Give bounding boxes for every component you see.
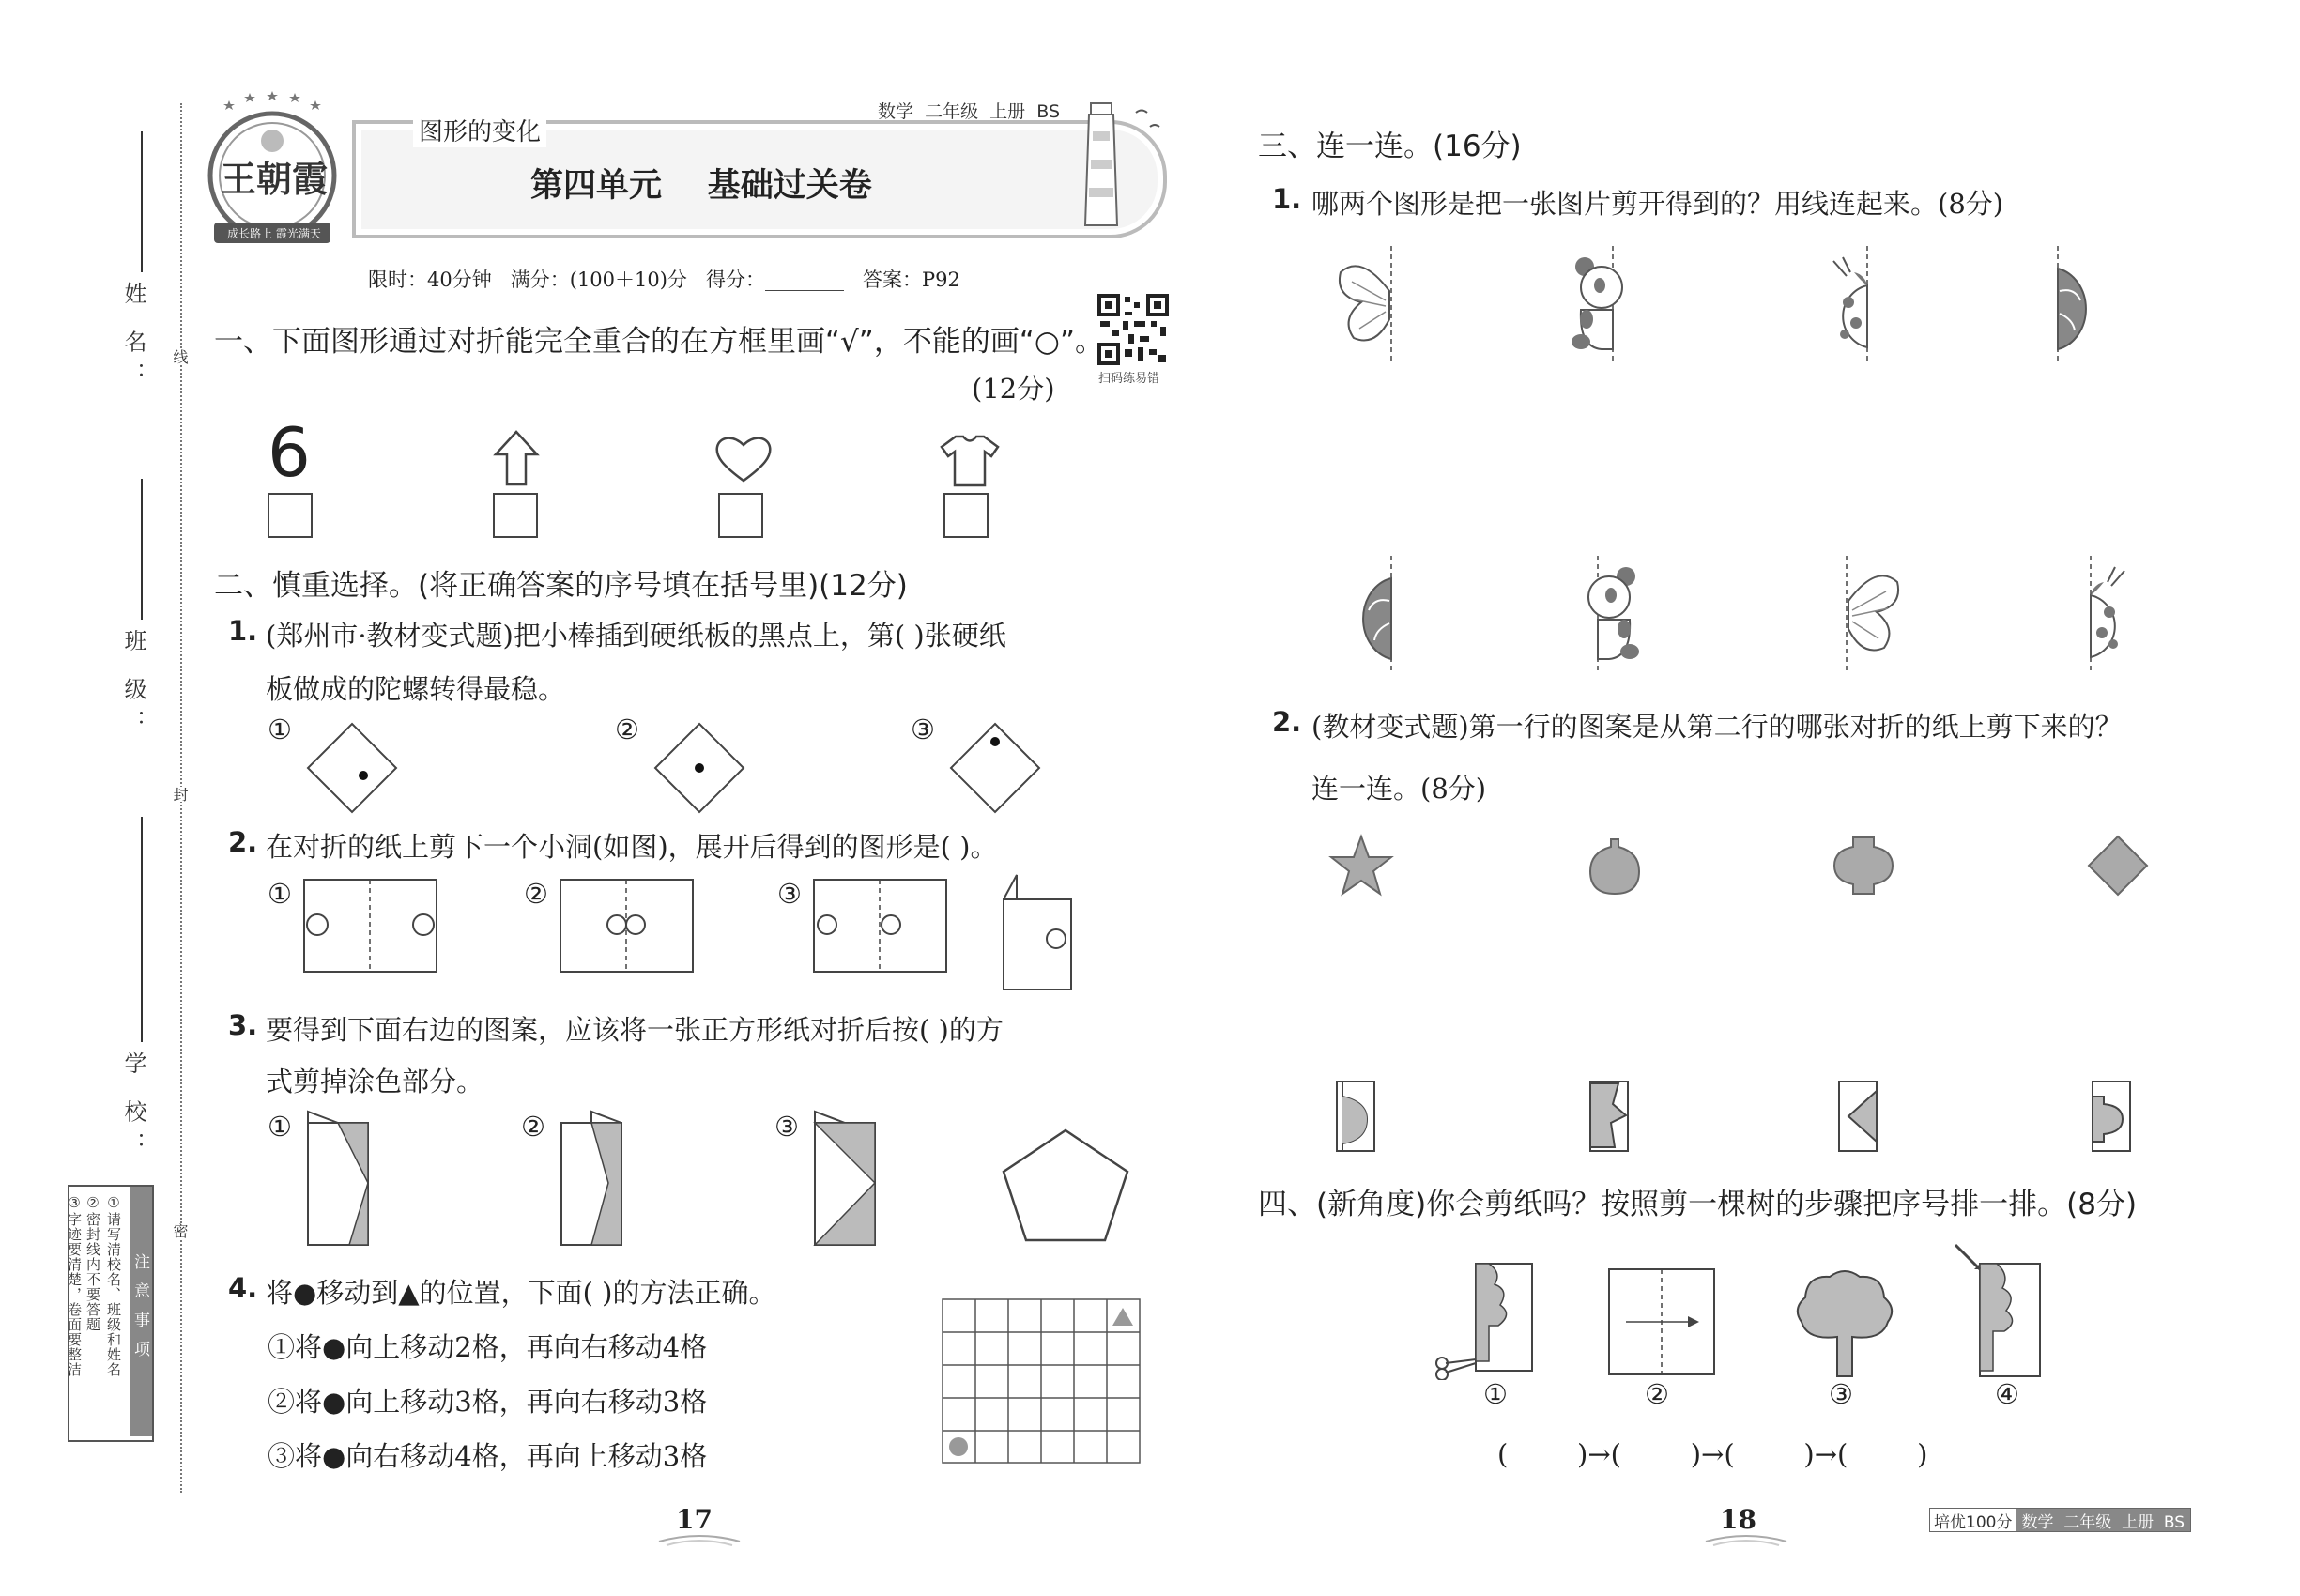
q1-number: 1. xyxy=(228,615,258,647)
q1-option-label-1: ① xyxy=(268,714,292,745)
q3-fold-option-1[interactable] xyxy=(300,1108,376,1249)
answer-box-2[interactable] xyxy=(493,493,538,538)
r1-number: 1. xyxy=(1272,183,1302,215)
folded-paper-lantern[interactable] xyxy=(2089,1078,2136,1155)
q2-paper-option-3[interactable] xyxy=(812,878,948,974)
circle-dot-icon xyxy=(949,1437,968,1456)
q3-text-line1: 要得到下面右边的图案，应该将一张正方形纸对折后按( )的方 xyxy=(266,1014,1004,1046)
panda-right-half[interactable] xyxy=(1587,554,1662,676)
section-1-score: (12分) xyxy=(972,373,1055,405)
folded-paper-round[interactable] xyxy=(1333,1078,1380,1155)
name-label: 姓 名： xyxy=(120,282,146,394)
footer-badge-info: 数学 二年级 上册 BS xyxy=(2016,1509,2190,1531)
class-label: 班 级： xyxy=(120,629,146,742)
q3-fold-option-2[interactable] xyxy=(554,1108,629,1249)
name-underline xyxy=(141,131,143,272)
section-1-title: 一、下面图形通过对折能完全重合的在方框里画“√”，不能的画“○”。 xyxy=(214,325,1105,359)
topic-label: 图形的变化 xyxy=(413,113,546,147)
page-ornament-left xyxy=(657,1530,742,1549)
page-number-18: 18 xyxy=(1720,1504,1756,1535)
q4-option-3[interactable]: ③将●向右移动4格，再向上移动3格 xyxy=(268,1440,708,1472)
q2-option-label-1: ① xyxy=(268,878,292,910)
answer-box-4[interactable] xyxy=(943,493,989,538)
tree-step-unfold-icon[interactable] xyxy=(1788,1266,1901,1378)
q3-number: 3. xyxy=(228,1009,258,1041)
brand-name: 王朝霞 xyxy=(221,158,329,200)
ladybug-left-half[interactable] xyxy=(1807,244,1882,366)
q2-number: 2. xyxy=(228,826,258,858)
step-label-2: ② xyxy=(1645,1378,1669,1410)
r2-text-line1: (教材变式题)第一行的图案是从第二行的哪张对折的纸上剪下来的？ xyxy=(1311,711,2123,743)
cut-mark-1: 线 xyxy=(171,349,189,364)
footer-badge-label: 培优100分 xyxy=(1930,1509,2016,1531)
q2-paper-option-2[interactable] xyxy=(559,878,695,974)
qr-caption: 扫码练易错 xyxy=(1098,372,1160,386)
digit-six: 6 xyxy=(268,413,311,492)
r2-number: 2. xyxy=(1272,706,1302,738)
exam-info: 限时：40分钟 满分：(100＋10)分 得分：________ 答案：P92 xyxy=(368,269,960,291)
page-ornament-right xyxy=(1704,1530,1788,1549)
q4-option-1[interactable]: ①将●向上移动2格，再向右移动4格 xyxy=(268,1331,708,1363)
notice-item-2: ②密封线内不要答题 xyxy=(84,1194,101,1332)
q1-option-label-3: ③ xyxy=(911,714,935,745)
round-pot-pattern-icon[interactable] xyxy=(1587,834,1643,898)
answer-box-3[interactable] xyxy=(718,493,763,538)
step-label-4: ④ xyxy=(1995,1378,2019,1410)
heart-shape-icon xyxy=(713,432,774,484)
step-label-1: ① xyxy=(1483,1378,1508,1410)
notice-title: 注意事项 xyxy=(130,1187,152,1436)
q2-paper-option-1[interactable] xyxy=(302,878,438,974)
subject-line: 数学 二年级 上册 BS xyxy=(878,101,1060,122)
folded-paper-star[interactable] xyxy=(1587,1078,1633,1155)
tree-step-draw-icon[interactable] xyxy=(1948,1241,2051,1378)
r2-text-line2: 连一连。(8分) xyxy=(1311,773,1487,805)
q2-folded-paper-example xyxy=(1000,871,1075,993)
q1-diamond-1[interactable] xyxy=(305,721,399,815)
q2-option-label-3: ③ xyxy=(777,878,802,910)
diamond-pattern-icon[interactable] xyxy=(2086,834,2150,898)
shirt-shape-icon xyxy=(939,434,1001,488)
q1-text-line2: 板做成的陀螺转得最稳。 xyxy=(266,673,566,705)
tree-step-cut-icon[interactable] xyxy=(1427,1258,1540,1380)
section-3-title: 三、连一连。(16分) xyxy=(1258,130,1522,163)
q4-number: 4. xyxy=(228,1272,258,1304)
section-4-title: 四、(新角度)你会剪纸吗？按照剪一棵树的步骤把序号排一排。(8分) xyxy=(1258,1188,2138,1221)
tree-step-fold-icon[interactable] xyxy=(1605,1266,1718,1378)
step-label-3: ③ xyxy=(1829,1378,1853,1410)
butterfly-right-half[interactable] xyxy=(1835,554,1910,676)
arrow-shape-icon xyxy=(493,430,540,486)
panda-left-half[interactable] xyxy=(1558,244,1633,366)
q3-fold-option-3[interactable] xyxy=(807,1108,882,1249)
q1-diamond-2[interactable] xyxy=(652,721,746,815)
butterfly-left-half[interactable] xyxy=(1333,244,1408,366)
lighthouse-icon xyxy=(1070,94,1173,230)
lantern-pattern-icon[interactable] xyxy=(1831,834,1896,898)
answer-box-1[interactable] xyxy=(268,493,313,538)
q4-grid xyxy=(942,1298,1141,1464)
ladybug-right-half[interactable] xyxy=(2079,554,2154,676)
q3-pentagon-target xyxy=(1000,1127,1131,1244)
footer-badge xyxy=(1929,1508,2191,1532)
r1-text: 哪两个图形是把一张图片剪开得到的？用线连起来。(8分) xyxy=(1311,188,2004,220)
section-2-title: 二、慎重选择。(将正确答案的序号填在括号里)(12分) xyxy=(214,569,908,603)
q3-option-label-2: ② xyxy=(521,1111,545,1143)
triangle-icon xyxy=(1112,1308,1133,1326)
notice-item-1: ①请写清校名、班级和姓名 xyxy=(105,1194,122,1377)
q1-diamond-3[interactable] xyxy=(948,721,1042,815)
notice-item-3: ③字迹要清楚，卷面要整洁 xyxy=(66,1194,83,1377)
q2-text-line1: 在对折的纸上剪下一个小洞(如图)，展开后得到的图形是( )。 xyxy=(266,831,998,863)
folded-paper-diamond[interactable] xyxy=(1835,1078,1882,1155)
page-number-17: 17 xyxy=(676,1504,713,1535)
q3-text-line2: 式剪掉涂色部分。 xyxy=(266,1066,484,1097)
school-underline xyxy=(141,817,143,1042)
q3-option-label-3: ③ xyxy=(774,1111,799,1143)
q4-text-line1: 将●移动到▲的位置，下面( )的方法正确。 xyxy=(266,1277,776,1309)
q1-text-line1: (郑州市·教材变式题)把小棒插到硬纸板的黑点上，第( )张硬纸 xyxy=(266,620,1006,652)
q1-option-label-2: ② xyxy=(615,714,639,745)
mask-left-half[interactable] xyxy=(2047,244,2122,366)
notice-box xyxy=(68,1185,154,1442)
class-underline xyxy=(141,479,143,620)
q3-option-label-1: ① xyxy=(268,1111,292,1143)
cut-mark-2: 封 xyxy=(171,787,189,802)
q4-option-2[interactable]: ②将●向上移动3格，再向右移动3格 xyxy=(268,1386,708,1418)
school-label: 学 校： xyxy=(120,1051,146,1164)
q2-option-label-2: ② xyxy=(524,878,548,910)
cut-mark-3: 密 xyxy=(171,1223,189,1238)
step-order-answer[interactable]: ( )→( )→( )→( ) xyxy=(1497,1438,1928,1470)
qr-code-icon xyxy=(1096,293,1170,366)
unit-title: 第四单元 基础过关卷 xyxy=(530,167,872,205)
star-pattern-icon[interactable] xyxy=(1328,834,1394,898)
brand-slogan: 成长路上 霞光满天 xyxy=(227,227,321,240)
mask-right-half[interactable] xyxy=(1333,554,1408,676)
